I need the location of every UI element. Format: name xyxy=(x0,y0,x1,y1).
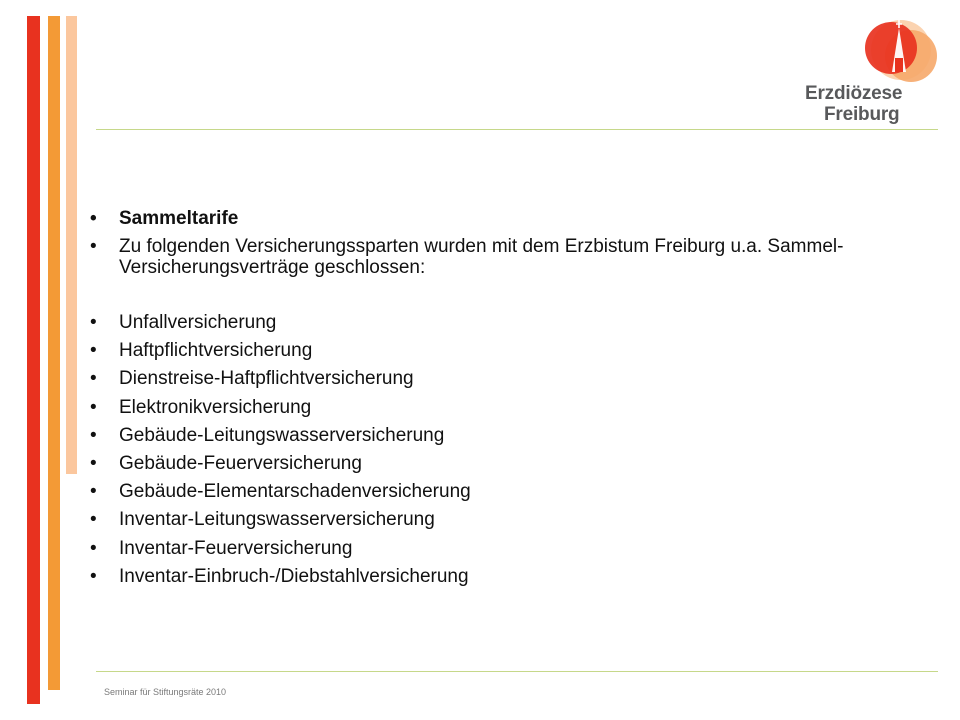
list-item xyxy=(90,481,910,502)
list-item-text: Inventar-Einbruch-/Diebstahlversicherung xyxy=(119,565,469,587)
bullet-intro xyxy=(90,236,910,278)
bullet-dot: • xyxy=(90,312,97,333)
cathedral-logo-icon xyxy=(861,14,937,90)
list-item-text: Unfallversicherung xyxy=(119,312,277,333)
list-item-text: Elektronikversicherung xyxy=(119,396,312,418)
list-item xyxy=(90,312,910,333)
bullet-dot: • xyxy=(90,208,97,229)
decorative-peach-bar xyxy=(66,16,77,474)
bullet-dot: • xyxy=(90,509,97,531)
list-item xyxy=(90,453,910,474)
bullet-dot: • xyxy=(90,452,97,474)
logo-line-1: Erzdiözese xyxy=(805,83,903,104)
list-item xyxy=(90,397,910,418)
list-item-text: Gebäude-Leitungswasserversicherung xyxy=(119,424,445,446)
list-item-text: Dienstreise-Haftpflichtversicherung xyxy=(119,368,414,390)
bullet-dot: • xyxy=(90,565,97,587)
bullet-dot: • xyxy=(90,537,97,559)
footer-divider xyxy=(96,671,938,672)
list-item xyxy=(90,538,910,559)
bullet-heading xyxy=(90,208,910,229)
list-item xyxy=(90,425,910,446)
bullet-dot: • xyxy=(90,481,97,503)
logo-line-2: Freiburg xyxy=(824,104,900,125)
list-item xyxy=(90,340,910,361)
heading-text: Sammeltarife xyxy=(119,208,239,229)
list-item-text: Haftpflichtversicherung xyxy=(119,340,313,362)
list-item-text: Gebäude-Elementarschadenversicherung xyxy=(119,481,471,503)
decorative-red-bar xyxy=(27,16,40,704)
bullet-dot: • xyxy=(90,396,97,418)
list-item xyxy=(90,566,910,587)
logo xyxy=(795,14,945,124)
list-item-text: Gebäude-Feuerversicherung xyxy=(119,452,362,474)
list-item-text: Inventar-Feuerversicherung xyxy=(119,537,353,559)
bullet-dot: • xyxy=(90,236,97,257)
list-item xyxy=(90,368,910,389)
list-item-text: Inventar-Leitungswasserversicherung xyxy=(119,509,435,531)
list-item xyxy=(90,509,910,530)
bullet-list xyxy=(90,208,910,594)
intro-text: Zu folgenden Versicherungssparten wurden mit dem Erzbistum Freiburg u.a. Sammel-Versicherungsverträge geschlossen: xyxy=(119,236,844,278)
header-divider xyxy=(96,129,938,130)
decorative-orange-bar xyxy=(48,16,60,690)
bullet-dot: • xyxy=(90,368,97,390)
bullet-dot: • xyxy=(90,340,97,362)
footer-text: Seminar für Stiftungsräte 2010 xyxy=(104,687,227,697)
bullet-dot: • xyxy=(90,424,97,446)
